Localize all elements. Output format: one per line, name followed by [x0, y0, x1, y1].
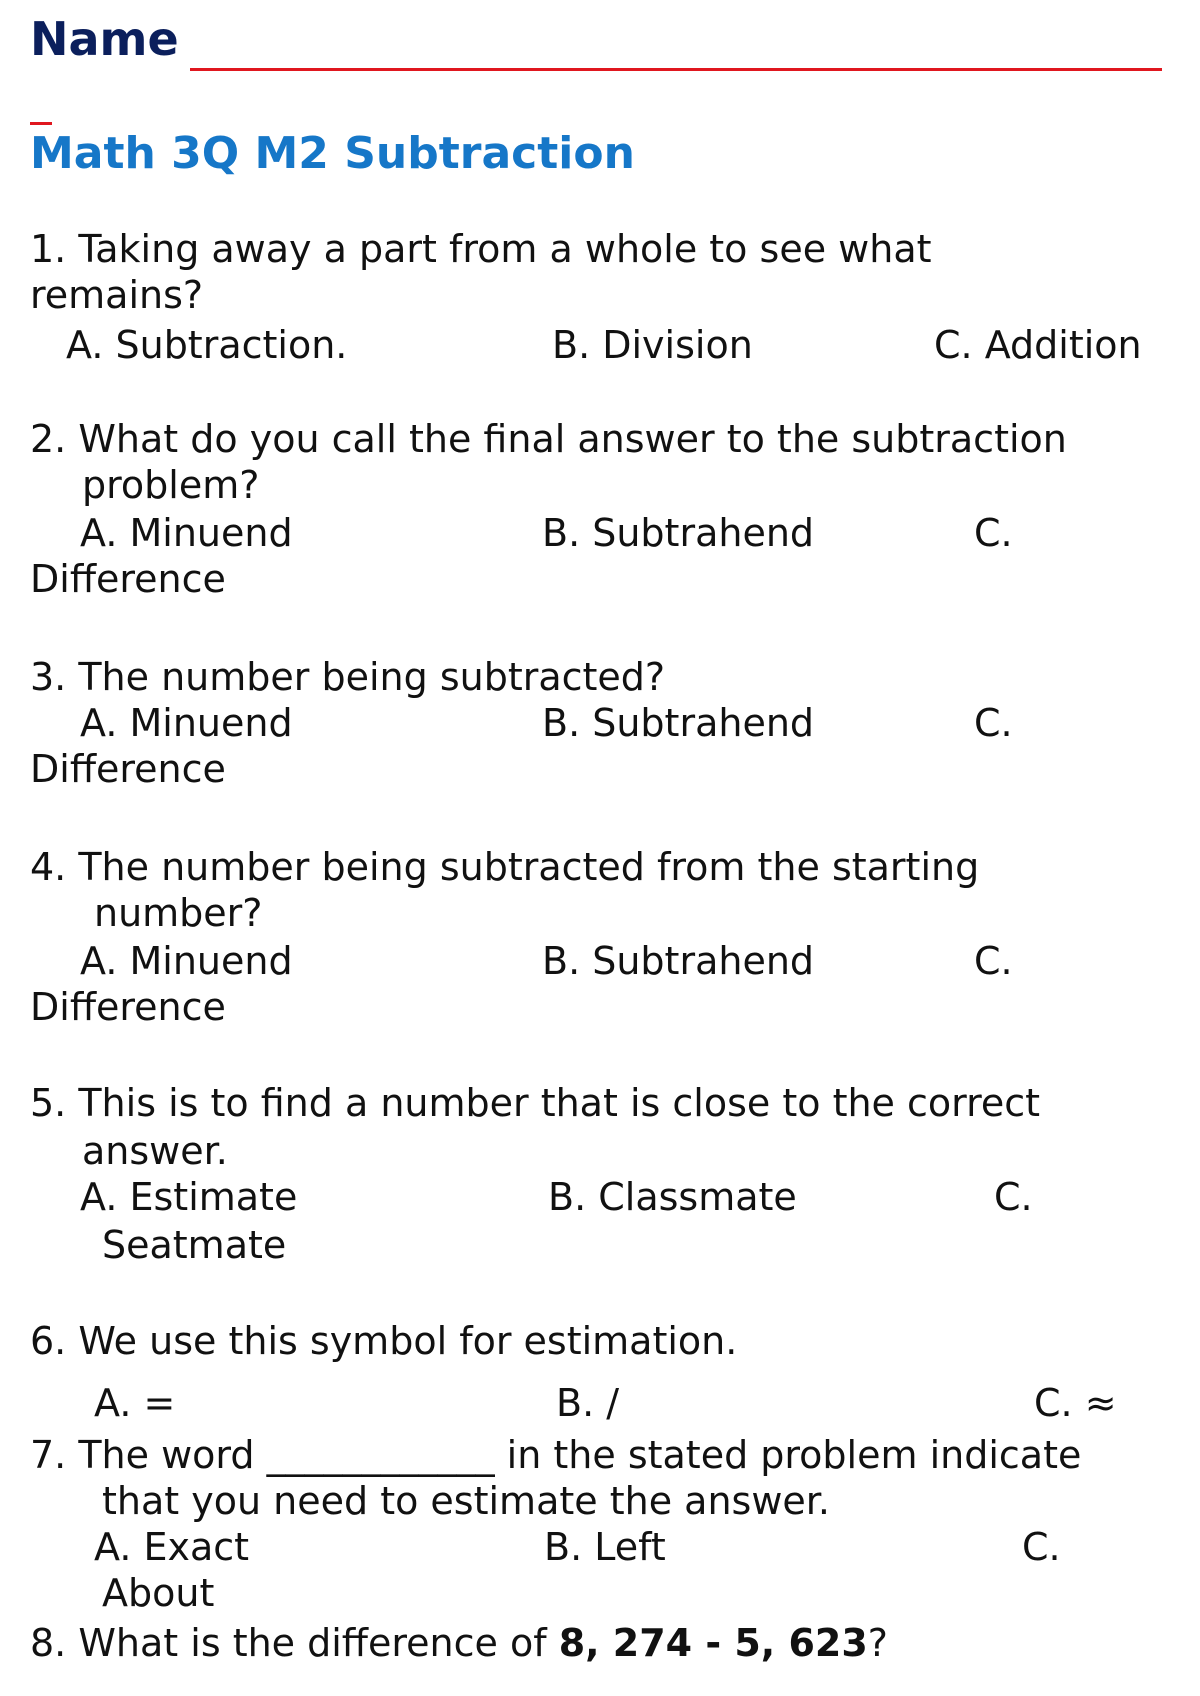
question-6-choice-a: A. =: [94, 1381, 176, 1425]
question-7-choice-c: C.: [1022, 1525, 1061, 1569]
name-label: Name: [30, 12, 179, 66]
question-7-text: 7. The word ____________ in the stated problem indicate: [30, 1433, 1082, 1477]
question-2-choice-c: C.: [974, 511, 1013, 555]
question-1-text-cont: remains?: [30, 273, 204, 317]
question-5-text-cont: answer.: [82, 1129, 228, 1173]
question-5-choice-b: B. Classmate: [548, 1175, 797, 1219]
question-3-choice-c-cont: Difference: [30, 747, 226, 791]
question-3-choice-c: C.: [974, 701, 1013, 745]
question-1-text: 1. Taking away a part from a whole to see what: [30, 227, 932, 271]
question-4-choice-c-cont: Difference: [30, 985, 226, 1029]
question-2-choice-b: B. Subtrahend: [542, 511, 815, 555]
question-8-prefix: 8. What is the difference of: [30, 1621, 559, 1665]
question-7-choice-a: A. Exact: [94, 1525, 250, 1569]
question-8-expression: 8, 274 - 5, 623: [558, 1621, 868, 1665]
question-5-choice-c-cont: Seatmate: [102, 1223, 287, 1267]
question-2-text: 2. What do you call the final answer to the subtraction: [30, 417, 1067, 461]
question-1-choice-b: B. Division: [552, 323, 753, 367]
question-1-choice-c: C. Addition: [934, 323, 1142, 367]
question-7-text-cont: that you need to estimate the answer.: [102, 1479, 830, 1523]
question-2-text-cont: problem?: [82, 463, 260, 507]
worksheet-title: Math 3Q M2 Subtraction: [30, 128, 635, 179]
question-5-text: 5. This is to find a number that is close to the correct: [30, 1081, 1041, 1125]
red-dash-mark: [30, 122, 52, 125]
question-1-choice-a: A. Subtraction.: [66, 323, 348, 367]
question-6-choice-b: B. /: [556, 1381, 620, 1425]
question-8-suffix: ?: [867, 1621, 888, 1665]
question-5-choice-a: A. Estimate: [80, 1175, 298, 1219]
question-2-choice-c-cont: Difference: [30, 557, 226, 601]
name-underline[interactable]: [190, 68, 1162, 71]
question-7-choice-b: B. Left: [544, 1525, 666, 1569]
question-8-text: [30, 1620, 888, 1666]
question-7-choice-c-cont: About: [102, 1571, 215, 1615]
question-4-choice-a: A. Minuend: [80, 939, 293, 983]
question-2-choice-a: A. Minuend: [80, 511, 293, 555]
question-5-choice-c: C.: [994, 1175, 1033, 1219]
question-6-text: 6. We use this symbol for estimation.: [30, 1319, 738, 1363]
question-6-choice-c: C. ≈: [1034, 1381, 1117, 1425]
question-4-choice-c: C.: [974, 939, 1013, 983]
question-3-choice-b: B. Subtrahend: [542, 701, 815, 745]
question-3-choice-a: A. Minuend: [80, 701, 293, 745]
question-4-choice-b: B. Subtrahend: [542, 939, 815, 983]
question-3-text: 3. The number being subtracted?: [30, 655, 666, 699]
question-4-text: 4. The number being subtracted from the starting: [30, 845, 980, 889]
question-4-text-cont: number?: [94, 891, 263, 935]
